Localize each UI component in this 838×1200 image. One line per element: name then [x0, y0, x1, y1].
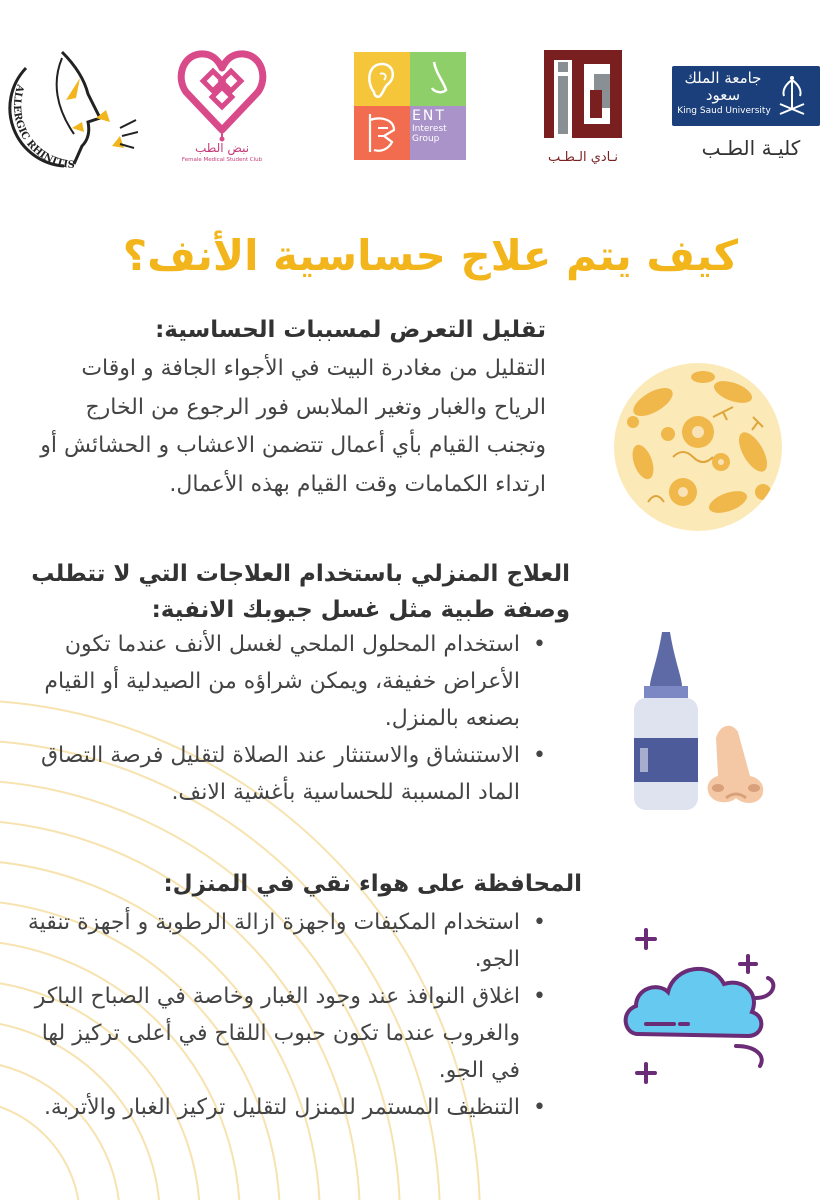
nasal-spray-icon [620, 628, 790, 824]
pulse-club-logo [176, 46, 268, 174]
ear-nose-throat-icon [354, 106, 410, 160]
section1-heading: تقليل التعرض لمسببات الحساسية: [155, 317, 546, 343]
ent-line3: Group [412, 134, 440, 144]
medical-club-name: نـادي الـطـب [547, 150, 619, 165]
college-of-medicine: كليـة الطـب [701, 136, 801, 160]
bacteria-circle-icon [613, 362, 783, 532]
rhinitis-logo-text: ALLERGIC RHINITIS [10, 82, 76, 172]
ent-title: ENT [412, 108, 446, 124]
section2-list [16, 626, 546, 811]
nose-icon [410, 52, 466, 106]
section3-heading: المحافظة على هواء نقي في المنزل: [163, 871, 582, 897]
pulse-club-subtitle: Female Medical Student Club [181, 157, 263, 163]
section1-body: التقليل من مغادرة البيت في الأجواء الجافة و اوقات الرياح والغبار وتغير الملابس فور الرجوع من الخارج وتجنب القيام بأي أعمال تتضمن الاعشاب و الحشائش أو ارتداء الكمامات وقت القيام بهذه الأعمال. [40, 356, 546, 497]
list-item: • اغلاق النوافذ عند وجود الغبار وخاصة في الصباح الباكر والغروب عندما تكون حبوب اللقاح في أعلى تركيز لها في الجو. [16, 978, 546, 1089]
list-item: • الاستنشاق والاستنثار عند الصلاة لتقليل فرصة التصاق الماد المسببة للحساسية بأغشية الانف. [16, 737, 546, 811]
university-emblem-icon [772, 74, 812, 118]
ent-group-logo [354, 52, 466, 160]
heart-pattern-icon [176, 46, 268, 142]
section3-list [16, 904, 546, 1126]
list-item: • استخدام المكيفات واجهزة ازالة الرطوبة و أجهزة تنقية الجو. [16, 904, 546, 978]
page-title: كيف يتم علاج حساسية الأنف؟ [122, 231, 738, 280]
allergic-rhinitis-logo [4, 38, 138, 172]
ent-line2: Interest [412, 124, 447, 134]
club-monogram-icon [532, 46, 634, 146]
medical-club-logo [532, 46, 634, 174]
list-item: • استخدام المحلول الملحي لغسل الأنف عندما تكون الأعراض خفيفة، ويمكن شراؤه من الصيدلية أو القيام بصنعه بالمنزل. [16, 626, 546, 737]
svg-text:ALLERGIC RHINITIS [11, 82, 75, 171]
dust-cloud-icon [616, 926, 788, 1088]
list-item: • التنظيف المستمر للمنزل لتقليل تركيز الغبار والأتربة. [16, 1089, 546, 1126]
section2-heading: العلاج المنزلي باستخدام العلاجات التي لا تتطلب وصفة طبية مثل غسل جيوبك الانفية: [31, 561, 570, 623]
ksu-logo [662, 66, 832, 166]
ksu-english-name: King Saud University [677, 106, 771, 116]
pulse-club-name: نبض الطب [194, 141, 250, 155]
ksu-arabic-name: جامعة الملك سعود [684, 69, 762, 104]
ear-icon [354, 52, 410, 106]
